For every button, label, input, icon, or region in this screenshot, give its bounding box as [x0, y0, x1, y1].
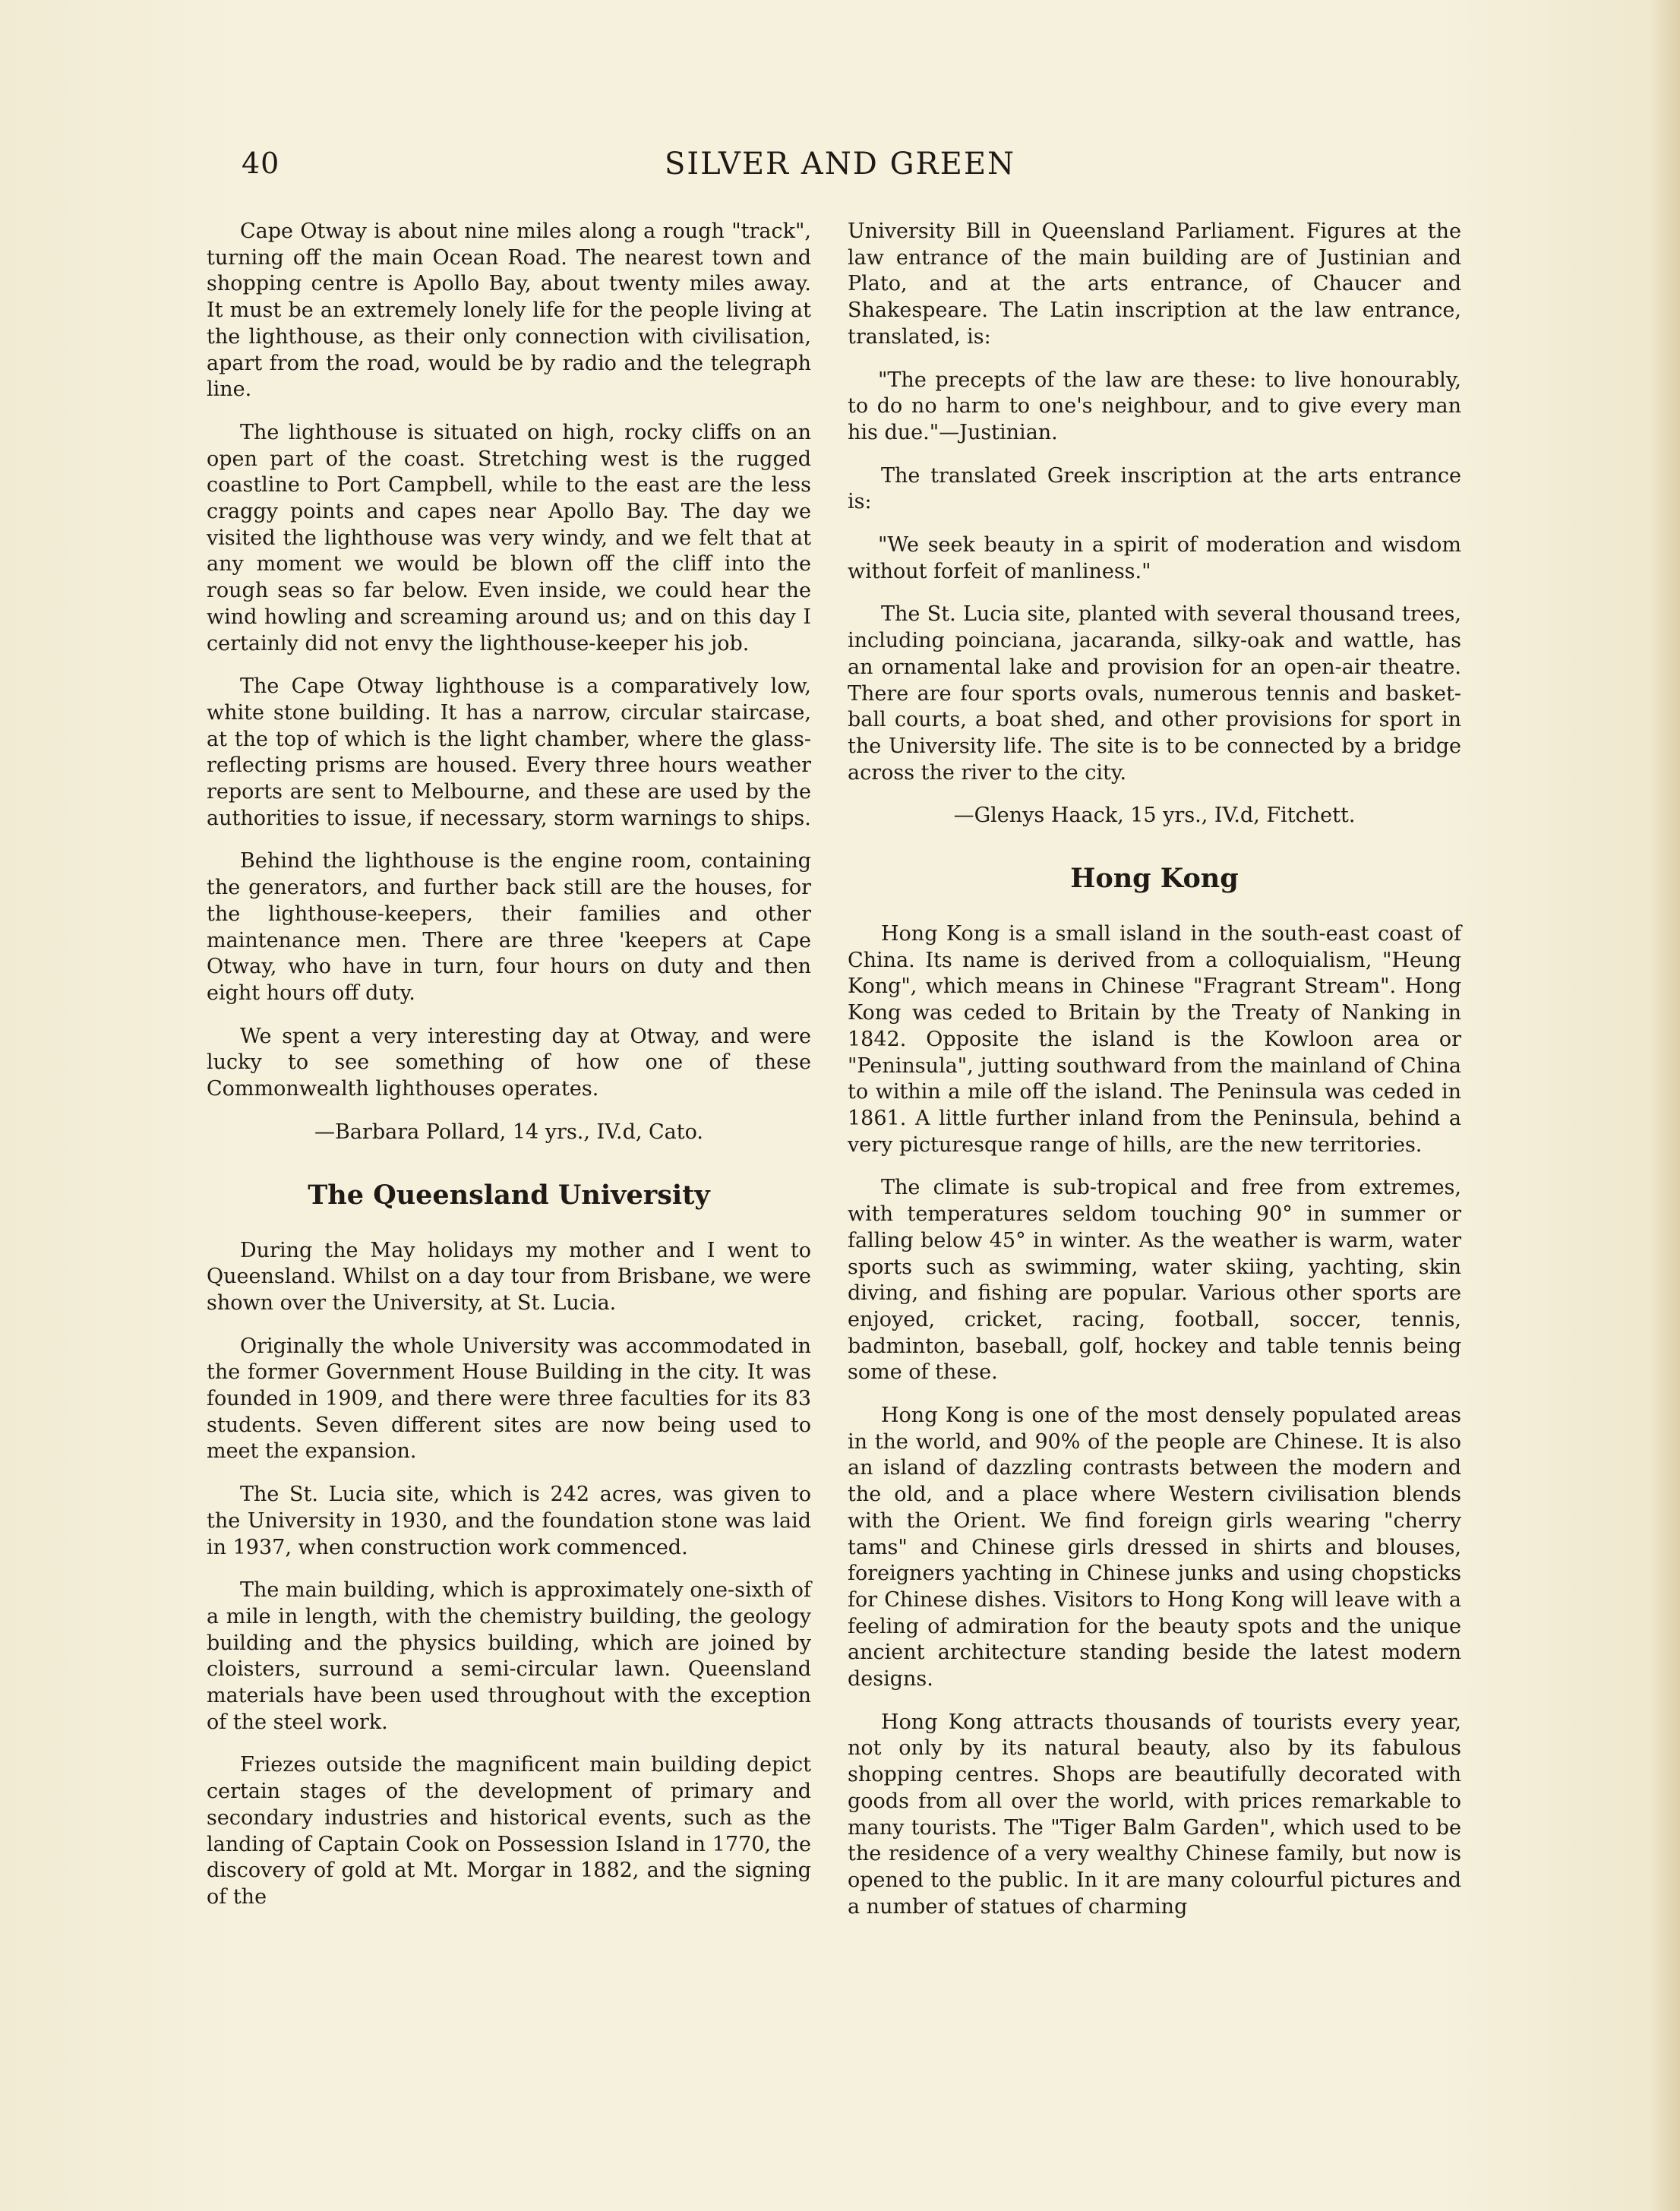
paragraph: Hong Kong attracts thousands of tourists every year, not only by its natural beauty, also by its fabulous shopping centres. Shops are beautifully decorated with goods from all over the world, with prices remarkable to many tourists. The "Tiger Balm Garden", which used to be the residence of a very wealthy Chinese family, but now is opened to the public. In it are many colourful pictures and a number of statues of charming	[848, 1710, 1461, 1919]
page-edge-shadow	[1650, 0, 1680, 2211]
paragraph: The translated Greek inscription at the arts entrance is:	[848, 463, 1461, 514]
running-title: SILVER AND GREEN	[664, 147, 1016, 182]
greek-inscription-quote: "We seek beauty in a spirit of moderation and wisdom without forfeit of manliness."	[848, 533, 1461, 583]
author-byline: —Barbara Pollard, 14 yrs., IV.d, Cato.	[314, 1120, 703, 1144]
right-column	[848, 219, 1461, 1937]
paragraph: Friezes outside the magnificent main building depict certain stages of the development of primary and secondary industries and historical events, such as the landing of Captain Cook on Possession Island in 1770, the discovery of gold at Mt. Morgar in 1882, and the signing of the	[207, 1753, 811, 1909]
paragraph: Hong Kong is a small island in the south-east coast of China. Its name is derived from a colloquialism, "Heung Kong", which means in Chinese "Fragrant Stream". Hong Kong was ceded to Britain by the Treaty of Nanking in 1842. Opposite the island is the Kowloon area or "Peninsula", jutting southward from the mainland of China to within a mile off the island. The Peninsula was ceded in 1861. A little further inland from the Peninsula, behind a very picturesque range of hills, are the new territories.	[848, 922, 1461, 1157]
paragraph: Originally the whole University was accommodated in the former Government House Building in the city. It was founded in 1909, and there were three faculties for its 83 students. Seven different sites are now being used to meet the expansion.	[207, 1334, 811, 1464]
paragraph: We spent a very interesting day at Otway, and were lucky to see something of how one of these Commonwealth lighthouses operates.	[207, 1024, 811, 1101]
paragraph: The St. Lucia site, planted with several thousand trees, including poinciana, jacaranda, silky-oak and wattle, has an ornamental lake and provision for an open-air theatre. There are four sports ovals, numerous tennis and basket-ball courts, a boat shed, and other provisions for sport in the University life. The site is to be connected by a bridge across the river to the city.	[848, 602, 1461, 785]
paragraph: The Cape Otway lighthouse is a comparatively low, white stone building. It has a narrow, circular staircase, at the top of which is the light chamber, where the glass-reflecting prisms are housed. Every three hours weather reports are sent to Melbourne, and these are used by the authorities to issue, if necessary, storm warnings to ships.	[207, 674, 811, 830]
left-column	[207, 219, 811, 1928]
author-byline: —Glenys Haack, 15 yrs., IV.d, Fitchett.	[953, 804, 1356, 828]
paragraph: Hong Kong is one of the most densely populated areas in the world, and 90% of the people are Chinese. It is also an island of dazzling contrasts between the modern and the old, and a place where Western civilisation blends with the Orient. We find foreign girls wearing "cherry tams" and Chinese girls dressed in shirts and blouses, foreigners yachting in Chinese junks and using chopsticks for Chinese dishes. Visitors to Hong Kong will leave with a feeling of admiration for the beauty spots and the unique ancient architecture standing beside the latest modern designs.	[848, 1404, 1461, 1691]
page-number: 40	[242, 147, 280, 180]
paragraph-continuation: University Bill in Queensland Parliament. Figures at the law entrance of the main building are of Justinian and Plato, and at the arts entrance, of Chaucer and Shakespeare. The Latin inscription at the law entrance, translated, is:	[848, 220, 1461, 349]
article-title-queensland-university: The Queensland University	[308, 1179, 710, 1211]
paragraph: Behind the lighthouse is the engine room, containing the generators, and further back still are the houses, for the lighthouse-keepers, their families and other maintenance men. There are three 'keepers at Cape Otway, who have in turn, four hours on duty and then eight hours off duty.	[207, 849, 811, 1005]
paragraph: The St. Lucia site, which is 242 acres, was given to the University in 1930, and the foundation stone was laid in 1937, when construction work commenced.	[207, 1483, 811, 1559]
paragraph: Cape Otway is about nine miles along a rough "track", turning off the main Ocean Road. The nearest town and shopping centre is Apollo Bay, about twenty miles away. It must be an extremely lonely life for the people living at the lighthouse, as their only connection with civilisation, apart from the road, would be by radio and the telegraph line.	[207, 220, 811, 402]
paragraph: During the May holidays my mother and I went to Queensland. Whilst on a day tour from Brisbane, we were shown over the University, at St. Lucia.	[207, 1238, 811, 1315]
paragraph: The lighthouse is situated on high, rocky cliffs on an open part of the coast. Stretching west is the rugged coastline to Port Campbell, while to the east are the less craggy points and capes near Apollo Bay. The day we visited the lighthouse was very windy, and we felt that at any moment we would be blown off the cliff into the rough seas so far below. Even inside, we could hear the wind howling and screaming around us; and on this day I certainly did not envy the lighthouse-keeper his job.	[207, 420, 811, 655]
article-title-hong-kong: Hong Kong	[1070, 863, 1239, 895]
paragraph: The climate is sub-tropical and free from extremes, with temperatures seldom touching 90° in summer or falling below 45° in winter. As the weather is warm, water sports such as swimming, water skiing, yachting, skin diving, and fishing are popular. Various other sports are enjoyed, cricket, racing, football, soccer, tennis, badminton, baseball, golf, hockey and table tennis being some of these.	[848, 1176, 1461, 1385]
paragraph: The main building, which is approximately one-sixth of a mile in length, with the chemistry building, the geology building and the physics building, which are joined by cloisters, surround a semi-circular lawn. Queensland materials have been used throughout with the exception of the steel work.	[207, 1578, 811, 1734]
latin-inscription-quote: "The precepts of the law are these: to live honourably, to do no harm to one's neighbour, and to give every man his due."—Justinian.	[848, 368, 1461, 444]
